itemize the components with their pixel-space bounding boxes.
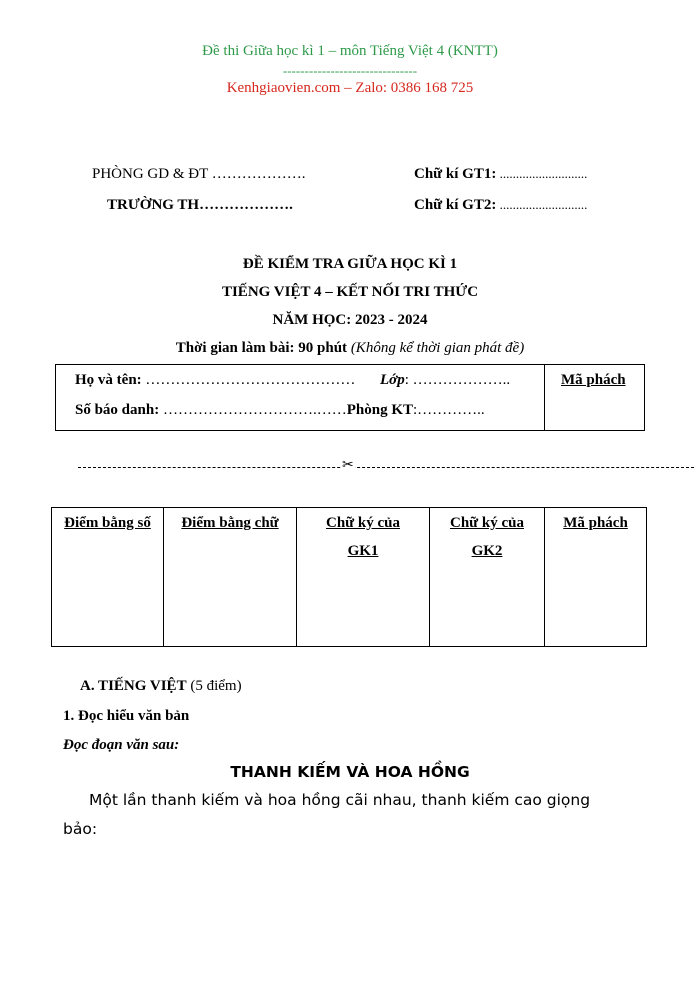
reading-subheading: 1. Đọc hiểu văn bản [63,708,190,724]
secret-code-label: Mã phách [561,372,626,388]
exam-year: NĂM HỌC: 2023 - 2024 [272,312,428,328]
section-a-heading [80,678,242,695]
score-number-cell[interactable] [52,508,164,647]
school-line: TRƯỜNG TH………………. [107,197,293,213]
class-field[interactable] [380,372,510,389]
student-name-field[interactable] [75,372,355,389]
proctor2-label: Chữ kí GT2: [414,197,497,213]
grader1-header-a: Chữ ký của [325,515,401,531]
grader1-cell[interactable] [297,508,430,647]
grader2-header-a: Chữ ký của [449,515,525,531]
proctor1-signature [414,166,587,183]
score-number-header: Điểm bằng số [64,515,151,531]
secret-code-cell[interactable] [545,508,647,647]
section-a-points: (5 điểm) [186,678,242,694]
proctor2-dots: ........................... [496,197,588,212]
score-table [51,507,647,647]
grader2-header-b: GK2 [471,543,503,559]
student-info-box [55,364,645,431]
document-header-title: Đề thi Giữa học kì 1 – môn Tiếng Việt 4 (KNTT) [202,43,498,59]
student-id-field[interactable] [75,402,485,419]
proctor2-signature [414,197,587,214]
duration-note: (Không kể thời gian phát đề) [350,340,525,356]
cut-line [78,467,694,468]
section-a-title: A. TIẾNG VIỆT [80,678,187,694]
proctor1-label: Chữ kí GT1: [414,166,497,182]
scissors-icon: ✂ [342,457,354,473]
room-label: Phòng KT [346,402,413,418]
room-dots: :………….. [413,402,485,418]
story-paragraph-line2: bảo: [63,820,98,838]
exam-subject: TIẾNG VIỆT 4 – KẾT NỐI TRI THỨC [221,284,479,300]
grader1-header-b: GK1 [347,543,379,559]
duration-label: Thời gian làm bài: 90 phút [175,340,348,356]
class-label: Lớp [380,372,405,388]
score-words-header: Điểm bằng chữ [181,515,279,531]
id-dots: ………………………….…… [159,402,347,418]
exam-duration [0,340,700,357]
proctor1-dots: ........................... [496,166,588,181]
grader2-cell[interactable] [430,508,545,647]
story-paragraph-line1: Một lần thanh kiếm và hoa hồng cãi nhau, thanh kiếm cao giọng [89,791,591,809]
secret-code-header: Mã phách [563,515,628,531]
header-contact: Kenhgiaovien.com – Zalo: 0386 168 725 [226,80,474,96]
department-line: PHÒNG GD & ĐT ………………. [92,166,306,182]
class-dots: : ……………….. [404,372,511,388]
score-words-cell[interactable] [164,508,297,647]
name-label: Họ và tên: [75,372,142,388]
id-label: Số báo danh: [75,402,160,418]
story-title: THANH KIẾM VÀ HOA HỒNG [230,763,470,781]
name-dots: …………………………………… [141,372,356,388]
reading-instruction: Đọc đoạn văn sau: [63,737,180,753]
exam-title: ĐỀ KIỂM TRA GIỮA HỌC KÌ 1 [242,256,458,272]
header-separator: ------------------------------- [282,63,418,78]
